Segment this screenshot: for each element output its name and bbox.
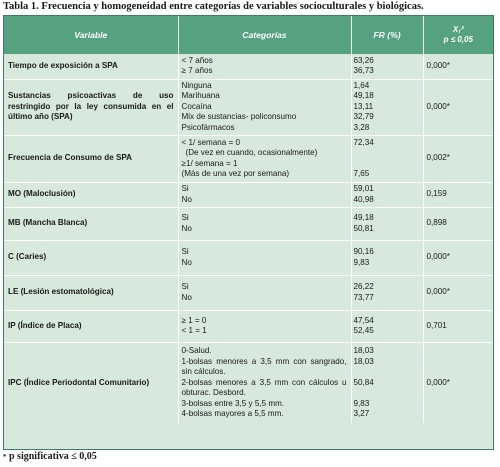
variable-cell: IPC (Índice Periodontal Comunitario) bbox=[4, 342, 178, 423]
fr-value: 47,54 bbox=[353, 315, 374, 325]
fr-value: 72,34 bbox=[353, 137, 374, 147]
category-item: No bbox=[181, 292, 192, 302]
table-row bbox=[4, 310, 493, 342]
fr-value: 18,03 bbox=[353, 356, 374, 366]
chi-cell: 0,002* bbox=[423, 135, 493, 182]
fr-value: 73,77 bbox=[353, 292, 374, 302]
table-row bbox=[4, 54, 493, 79]
fr-value: 32,79 bbox=[353, 112, 374, 122]
fr-value: 9,83 bbox=[353, 398, 370, 408]
category-item: (Más de una vez por semana) bbox=[181, 169, 290, 178]
fr-value: 50,84 bbox=[353, 377, 374, 387]
header-variable: Variable bbox=[4, 16, 178, 54]
header-chi-p: p ≤ 0,05 bbox=[443, 35, 473, 44]
chi-cell: 0,000* bbox=[423, 240, 493, 275]
table-row bbox=[4, 240, 493, 275]
category-item: 3-bolsas entre 3,5 y 5,5 mm. bbox=[181, 398, 285, 408]
fr-value: 90,16 bbox=[353, 247, 374, 256]
variable-cell: C (Caries) bbox=[4, 240, 178, 275]
category-item: < 7 años bbox=[181, 55, 213, 65]
fr-value: 49,18 bbox=[353, 91, 374, 101]
fr-value: 49,18 bbox=[353, 213, 374, 222]
category-item: No bbox=[181, 257, 192, 267]
fr-value: 7,65 bbox=[353, 169, 370, 178]
variable-cell: MB (Mancha Blanca) bbox=[4, 207, 178, 240]
chi-cell: 0,701 bbox=[423, 310, 493, 342]
category-item: Si bbox=[181, 213, 189, 222]
table-row bbox=[4, 79, 493, 135]
fr-cell bbox=[351, 342, 423, 423]
variable-cell: Frecuencia de Consumo de SPA bbox=[4, 135, 178, 182]
fr-cell bbox=[351, 310, 423, 342]
table-caption: Tabla 1. Frecuencia y homogeneidad entre categorías de variables socioculturales y biológicas. bbox=[3, 1, 424, 12]
category-item: Cocaína bbox=[181, 101, 212, 111]
chi-cell: 0,000* bbox=[423, 54, 493, 79]
category-item: Psicofármacos bbox=[181, 122, 235, 132]
category-item: No bbox=[181, 223, 192, 233]
fr-value: 36,73 bbox=[353, 66, 374, 76]
category-item: Marihuana bbox=[181, 91, 220, 101]
category-item: Si bbox=[181, 247, 189, 256]
footnote bbox=[3, 451, 97, 463]
category-item: Mix de sustancias- policonsumo bbox=[181, 112, 297, 122]
variable-cell: Tiempo de exposición a SPA bbox=[4, 54, 178, 79]
fr-cell bbox=[351, 79, 423, 135]
chi-cell: 0,000* bbox=[423, 275, 493, 310]
fr-value: 52,45 bbox=[353, 326, 374, 335]
fr-value: 9,83 bbox=[353, 257, 370, 267]
fr-cell bbox=[351, 54, 423, 79]
category-item: (De vez en cuando, ocasionalmente) bbox=[185, 148, 318, 157]
table-row bbox=[4, 182, 493, 207]
fr-cell bbox=[351, 275, 423, 310]
categories-cell bbox=[178, 135, 351, 182]
fr-value: 59,01 bbox=[353, 184, 374, 193]
table-row bbox=[4, 135, 493, 182]
categories-cell bbox=[178, 79, 351, 135]
fr-cell bbox=[351, 240, 423, 275]
variable-cell: MO (Maloclusión) bbox=[4, 182, 178, 207]
category-item: < 1/ semana = 0 bbox=[181, 137, 240, 147]
table-row bbox=[4, 275, 493, 310]
category-item: Si bbox=[181, 282, 189, 291]
variable-cell: IP (Índice de Placa) bbox=[4, 310, 178, 342]
chi-cell: 0,898 bbox=[423, 207, 493, 240]
categories-cell bbox=[178, 207, 351, 240]
category-item: 4-bolsas mayores a 5,5 mm. bbox=[181, 409, 284, 418]
footnote-mark: * bbox=[3, 453, 7, 461]
header-categorias: Categorías bbox=[178, 16, 351, 54]
category-item: 0-Salud. bbox=[181, 346, 212, 355]
fr-value bbox=[354, 159, 419, 170]
categories-cell bbox=[178, 182, 351, 207]
fr-cell bbox=[351, 135, 423, 182]
category-item: 1-bolsas menores a 3,5 mm con sangrado, sin cálculos. bbox=[181, 356, 347, 376]
table-row bbox=[4, 342, 493, 423]
chi-cell: 0,000* bbox=[426, 377, 450, 387]
header-fr: FR (%) bbox=[351, 16, 423, 54]
header-chi-symbol: X₁² bbox=[452, 25, 464, 34]
category-item: Si bbox=[181, 184, 189, 193]
fr-cell bbox=[351, 182, 423, 207]
categories-cell bbox=[178, 275, 351, 310]
footnote-text: p significativa ≤ 0,05 bbox=[9, 451, 97, 462]
chi-cell: 0,159 bbox=[423, 182, 493, 207]
data-table bbox=[4, 16, 493, 423]
fr-value: 63,26 bbox=[353, 55, 374, 65]
fr-value bbox=[354, 148, 419, 159]
variable-cell: LE (Lesión estomatológica) bbox=[4, 275, 178, 310]
categories-cell bbox=[178, 54, 351, 79]
categories-cell bbox=[178, 240, 351, 275]
table-row bbox=[4, 207, 493, 240]
fr-value: 3,27 bbox=[353, 409, 370, 418]
fr-value: 26,22 bbox=[353, 282, 374, 291]
fr-value: 18,03 bbox=[353, 346, 374, 355]
fr-cell bbox=[351, 207, 423, 240]
fr-value: 50,81 bbox=[353, 223, 374, 233]
fr-value: 3,28 bbox=[353, 122, 370, 132]
variable-cell: Sustancias psicoactivas de uso restringido por la ley consumida en el último año (SPA) bbox=[4, 79, 178, 135]
category-item: ≥1/ semana = 1 bbox=[181, 158, 238, 168]
fr-value: 40,98 bbox=[353, 194, 374, 204]
categories-cell bbox=[178, 342, 351, 423]
chi-cell: 0,000* bbox=[423, 79, 493, 135]
categories-cell bbox=[178, 310, 351, 342]
category-item: Ninguna bbox=[181, 80, 212, 90]
category-item: ≥ 1 = 0 bbox=[181, 315, 207, 325]
category-item: No bbox=[181, 194, 192, 204]
table-header-row bbox=[4, 16, 493, 54]
fr-value: 13,11 bbox=[353, 101, 374, 111]
category-item: < 1 = 1 bbox=[181, 326, 207, 335]
category-item: ≥ 7 años bbox=[181, 66, 213, 76]
fr-value: 1,64 bbox=[353, 80, 370, 90]
data-table-container bbox=[3, 15, 494, 450]
category-item: 2-bolsas menores a 3,5 mm con cálculos u obturac. Desbord. bbox=[181, 377, 347, 397]
header-chi-square bbox=[423, 16, 493, 54]
